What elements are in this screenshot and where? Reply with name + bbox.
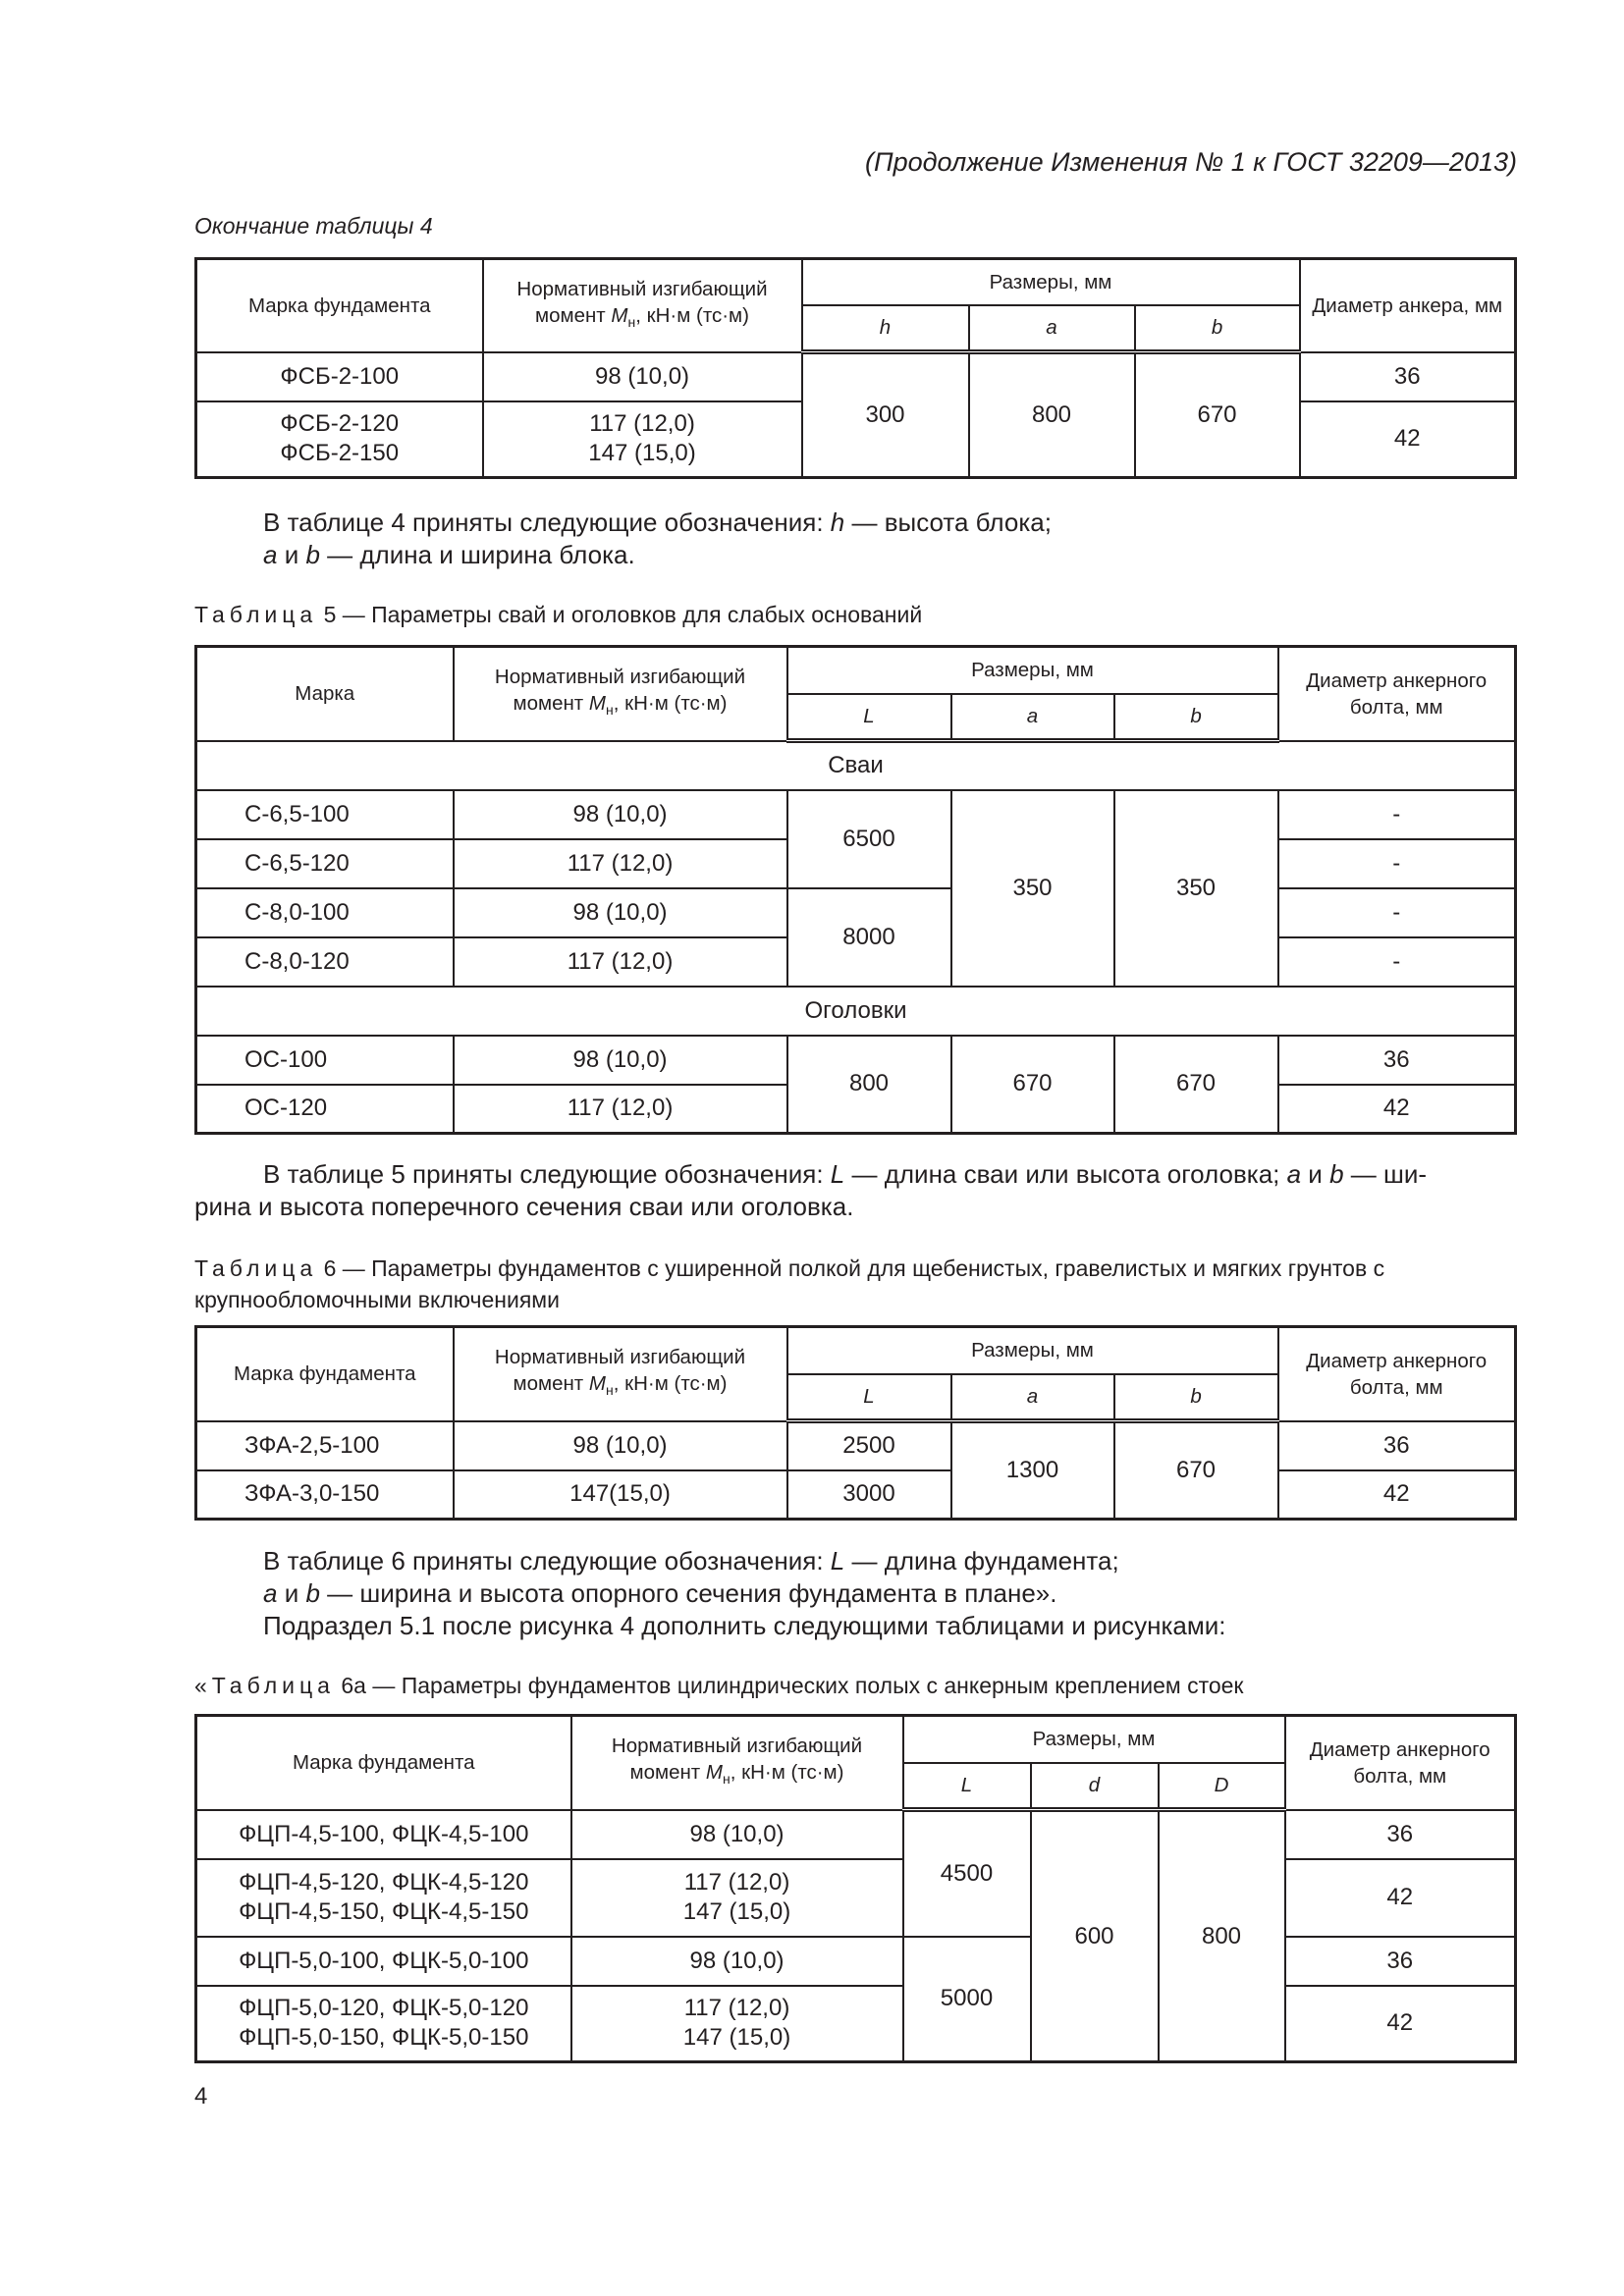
cell-mark: С-6,5-120: [196, 839, 454, 888]
col-header-mark: Марка фундамента: [196, 259, 483, 352]
col-header-mark: Марка фундамента: [196, 1716, 571, 1810]
col-header-sizes: Размеры, мм: [787, 647, 1278, 694]
col-header-a: a: [951, 694, 1114, 741]
col-header-L: L: [787, 694, 951, 741]
col-header-b: b: [1135, 305, 1300, 352]
col-header-a: a: [951, 1374, 1114, 1421]
cell-moment: 117 (12,0): [454, 1085, 787, 1134]
cell-anchor: 42: [1278, 1470, 1516, 1520]
group-header-piles: Сваи: [196, 741, 1516, 790]
cell-mark: ФЦП-5,0-100, ФЦК-5,0-100: [196, 1937, 571, 1986]
table6a-caption: «Таблица 6а — Параметры фундаментов цилиндрических полых с анкерным креплением стоек: [194, 1673, 1244, 1698]
cell-L: 3000: [787, 1470, 951, 1520]
table5-notes: В таблице 5 приняты следующие обозначения: L — длина сваи или высота оголовка; a и b — ши- рина и высота поперечного сечения сваи или оголовка.: [194, 1159, 1428, 1221]
cell-a: 350: [951, 790, 1114, 987]
cell-b: 670: [1114, 1036, 1278, 1134]
table-6a: [194, 1714, 1517, 2063]
cell-anchor: 36: [1278, 1036, 1516, 1085]
cell-anchor: 36: [1285, 1937, 1516, 1986]
cell-b: 350: [1114, 790, 1278, 987]
table6-caption: Таблица 6 — Параметры фундаментов с уширенной полкой для щебенистых, гравелистых и мягких грунтов с крупнообломочными включениями: [194, 1255, 1385, 1312]
table6-notes: В таблице 6 приняты следующие обозначения: L — длина фундамента; a и b — ширина и высота опорного сечения фундамента в плане». Подраздел 5.1 после рисунка 4 дополнить следующими таблицами и рисунками:: [263, 1546, 1226, 1640]
col-header-b: b: [1114, 1374, 1278, 1421]
cell-L: 6500: [787, 790, 951, 888]
table-row: [196, 888, 1516, 937]
cell-d: 600: [1031, 1810, 1159, 2062]
col-header-moment: Нормативный изгибающий момент $M_н$, кН·м (тс·м): [454, 647, 787, 741]
cell-b: 670: [1114, 1421, 1278, 1520]
cell-anchor: 42: [1278, 1085, 1516, 1134]
cell-a: 670: [951, 1036, 1114, 1134]
cell-mark: ФЦП-4,5-120, ФЦК-4,5-120 ФЦП-4,5-150, ФЦК-4,5-150: [196, 1859, 571, 1937]
table5-caption: Таблица 5 — Параметры свай и оголовков для слабых оснований: [194, 602, 923, 627]
cell-mark: ФЦП-4,5-100, ФЦК-4,5-100: [196, 1810, 571, 1859]
col-header-sizes: Размеры, мм: [802, 259, 1300, 305]
table4-caption: Окончание таблицы 4: [194, 213, 433, 239]
cell-mark: ФСБ-2-100: [196, 352, 483, 401]
table-row: [196, 1937, 1516, 1986]
col-header-a: a: [969, 305, 1135, 352]
cell-h: 300: [802, 352, 969, 478]
cell-moment: 98 (10,0): [571, 1937, 903, 1986]
cell-anchor: -: [1278, 937, 1516, 987]
cell-moment: 98 (10,0): [571, 1810, 903, 1859]
col-header-L: L: [787, 1374, 951, 1421]
col-header-moment: Нормативный изгибающий момент $M_н$, кН·м (тс·м): [571, 1716, 903, 1810]
table-row: [196, 1859, 1516, 1937]
cell-anchor: 36: [1300, 352, 1516, 401]
col-header-D: D: [1159, 1763, 1285, 1810]
table-row: [196, 352, 1516, 401]
cell-b: 670: [1135, 352, 1300, 478]
table-5: [194, 645, 1517, 1135]
cell-moment: 147(15,0): [454, 1470, 787, 1520]
col-header-anchor: Диаметр анкера, мм: [1300, 259, 1516, 352]
cell-moment: 98 (10,0): [454, 1036, 787, 1085]
cell-anchor: -: [1278, 888, 1516, 937]
page-number: 4: [194, 2083, 208, 2109]
cell-a: 1300: [951, 1421, 1114, 1520]
table-row: [196, 790, 1516, 839]
document-header: (Продолжение Изменения № 1 к ГОСТ 32209—2013): [865, 147, 1517, 177]
cell-moment: 98 (10,0): [454, 888, 787, 937]
cell-moment: 117 (12,0): [454, 937, 787, 987]
cell-anchor: 42: [1285, 1986, 1516, 2062]
table-row: [196, 1036, 1516, 1085]
col-header-anchor: Диаметр анкерного болта, мм: [1278, 647, 1516, 741]
cell-L: 8000: [787, 888, 951, 987]
col-header-d: d: [1031, 1763, 1159, 1810]
cell-moment: 117 (12,0) 147 (15,0): [483, 401, 802, 478]
group-header-caps: Оголовки: [196, 987, 1516, 1036]
col-header-moment: Нормативный изгибающий момент $M_н$, кН·м (тс·м): [483, 259, 802, 352]
cell-mark: ФЦП-5,0-120, ФЦК-5,0-120 ФЦП-5,0-150, ФЦК-5,0-150: [196, 1986, 571, 2062]
col-header-b: b: [1114, 694, 1278, 741]
table-6: [194, 1325, 1517, 1521]
cell-moment: 117 (12,0): [454, 839, 787, 888]
cell-anchor: 42: [1285, 1859, 1516, 1937]
cell-mark: ОС-120: [196, 1085, 454, 1134]
cell-anchor: 42: [1300, 401, 1516, 478]
cell-mark: С-8,0-100: [196, 888, 454, 937]
col-header-anchor: Диаметр анкерного болта, мм: [1285, 1716, 1516, 1810]
cell-moment: 98 (10,0): [483, 352, 802, 401]
cell-anchor: 36: [1285, 1810, 1516, 1859]
col-header-sizes: Размеры, мм: [903, 1716, 1285, 1763]
cell-mark: ЗФА-2,5-100: [196, 1421, 454, 1470]
cell-mark: С-6,5-100: [196, 790, 454, 839]
col-header-L: L: [903, 1763, 1031, 1810]
cell-anchor: -: [1278, 839, 1516, 888]
cell-moment: 98 (10,0): [454, 1421, 787, 1470]
cell-L: 800: [787, 1036, 951, 1134]
col-header-mark: Марка фундамента: [196, 1327, 454, 1421]
cell-moment: 117 (12,0) 147 (15,0): [571, 1859, 903, 1937]
col-header-anchor: Диаметр анкерного болта, мм: [1278, 1327, 1516, 1421]
cell-mark: ФСБ-2-120 ФСБ-2-150: [196, 401, 483, 478]
col-header-sizes: Размеры, мм: [787, 1327, 1278, 1374]
cell-mark: ЗФА-3,0-150: [196, 1470, 454, 1520]
cell-L: 4500: [903, 1810, 1031, 1937]
cell-a: 800: [969, 352, 1135, 478]
table-row: [196, 1986, 1516, 2062]
cell-mark: С-8,0-120: [196, 937, 454, 987]
col-header-h: h: [802, 305, 969, 352]
col-header-moment: Нормативный изгибающий момент $M_н$, кН·м (тс·м): [454, 1327, 787, 1421]
cell-anchor: 36: [1278, 1421, 1516, 1470]
cell-L: 5000: [903, 1937, 1031, 2062]
cell-L: 2500: [787, 1421, 951, 1470]
cell-anchor: -: [1278, 790, 1516, 839]
table-row: [196, 1470, 1516, 1520]
table-4: [194, 257, 1517, 479]
table-row: [196, 1421, 1516, 1470]
table4-notes: В таблице 4 приняты следующие обозначения: h — высота блока; a и b — длина и ширина блока.: [263, 507, 1052, 569]
col-header-mark: Марка: [196, 647, 454, 741]
cell-D: 800: [1159, 1810, 1285, 2062]
table-row: [196, 1810, 1516, 1859]
cell-moment: 117 (12,0) 147 (15,0): [571, 1986, 903, 2062]
cell-moment: 98 (10,0): [454, 790, 787, 839]
cell-mark: ОС-100: [196, 1036, 454, 1085]
